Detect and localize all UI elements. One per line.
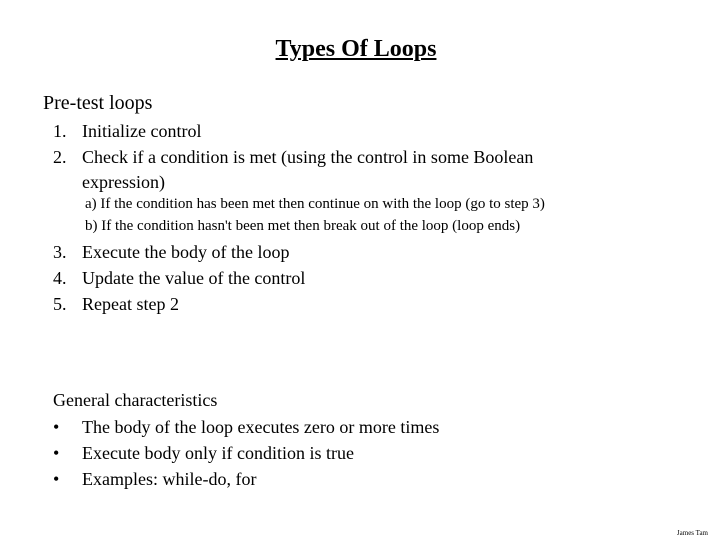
bullet-icon: •: [53, 443, 60, 463]
general-heading: General characteristics: [53, 390, 218, 410]
footer-author: James Tam: [676, 529, 708, 537]
step-text: Execute the body of the loop: [82, 242, 290, 262]
bullet-text: Examples: while-do, for: [82, 469, 257, 489]
list-item-step-3: [53, 242, 289, 263]
slide-title: Types Of Loops: [275, 36, 437, 62]
bullet-icon: •: [53, 417, 60, 437]
step-text: Initialize control: [82, 121, 202, 141]
list-item-step-2: [53, 147, 533, 168]
step-text: Update the value of the control: [82, 268, 306, 288]
bullet-item-1: [53, 417, 439, 438]
step-text: Check if a condition is met (using the control in some Boolean: [82, 147, 534, 167]
step-number: 3.: [53, 242, 67, 262]
step-2-continuation: expression): [82, 172, 165, 192]
list-item-step-1: [53, 121, 201, 142]
bullet-item-2: [53, 443, 354, 464]
sub-item-a: a) If the condition has been met then continue on with the loop (go to step 3): [85, 196, 545, 212]
step-number: 1.: [53, 121, 67, 141]
section-heading: Pre-test loops: [43, 92, 153, 114]
step-number: 4.: [53, 268, 67, 288]
list-item-step-5: [53, 294, 179, 315]
step-number: 5.: [53, 294, 67, 314]
list-item-step-4: [53, 268, 305, 289]
bullet-text: The body of the loop executes zero or more times: [82, 417, 440, 437]
bullet-item-3: [53, 469, 256, 490]
step-number: 2.: [53, 147, 67, 167]
step-text: Repeat step 2: [82, 294, 179, 314]
bullet-icon: •: [53, 469, 60, 489]
sub-item-b: b) If the condition hasn't been met then break out of the loop (loop ends): [85, 218, 521, 234]
bullet-text: Execute body only if condition is true: [82, 443, 354, 463]
